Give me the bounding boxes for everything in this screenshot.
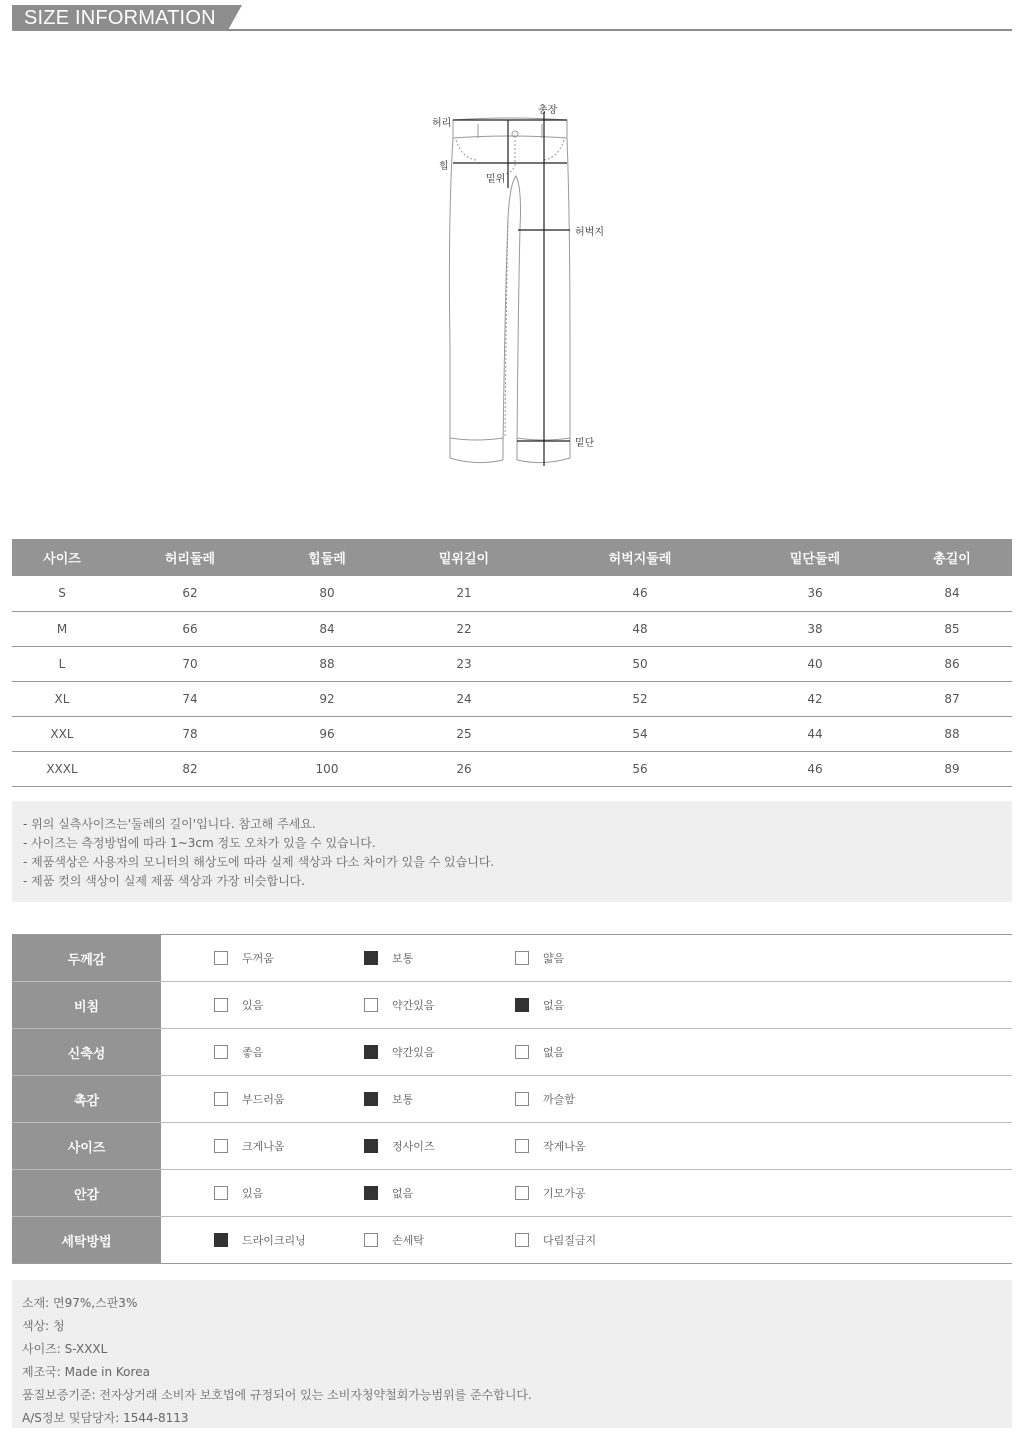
property-name: 두께감 — [12, 935, 161, 981]
property-name: 사이즈 — [12, 1123, 161, 1169]
table-row — [12, 646, 1012, 681]
option-label: 보통 — [392, 1093, 414, 1106]
pants-illustration — [420, 98, 620, 478]
option-label: 크게나옴 — [242, 1140, 285, 1153]
table-cell: 85 — [892, 611, 1012, 646]
option-label: 약간있음 — [392, 1046, 435, 1059]
option-label: 약간있음 — [392, 999, 435, 1012]
property-option — [364, 1123, 435, 1169]
table-row — [12, 576, 1012, 611]
property-name: 안감 — [12, 1170, 161, 1216]
property-option — [515, 1170, 586, 1216]
option-label: 없음 — [543, 999, 565, 1012]
pants-diagram — [420, 98, 620, 478]
table-cell: 74 — [112, 681, 268, 716]
checkbox-unchecked — [515, 1139, 529, 1153]
table-cell: 86 — [892, 646, 1012, 681]
property-option — [364, 1217, 424, 1263]
property-name: 신축성 — [12, 1029, 161, 1075]
checkbox-checked — [214, 1233, 228, 1247]
option-label: 있음 — [242, 999, 264, 1012]
notes-box — [12, 801, 1012, 902]
option-label: 정사이즈 — [392, 1140, 435, 1153]
property-option — [364, 982, 435, 1028]
table-row — [12, 681, 1012, 716]
info-line-as-contact: A/S정보 및담당자: 1544-8113 — [22, 1411, 189, 1425]
option-label: 없음 — [543, 1046, 565, 1059]
table-cell: 84 — [268, 611, 386, 646]
option-label: 다림질금지 — [543, 1234, 597, 1247]
option-label: 보통 — [392, 952, 414, 965]
option-label: 작게나옴 — [543, 1140, 586, 1153]
product-info-box — [12, 1280, 1012, 1428]
table-cell: 38 — [738, 611, 892, 646]
property-option — [515, 935, 564, 981]
checkbox-checked — [364, 1186, 378, 1200]
property-option — [364, 1076, 413, 1122]
checkbox-checked — [364, 1045, 378, 1059]
checkbox-unchecked — [214, 1186, 228, 1200]
col-header-total-length: 총길이 — [892, 539, 1012, 576]
table-cell: 24 — [386, 681, 542, 716]
col-header-hip: 힙둘레 — [268, 539, 386, 576]
table-cell: 50 — [542, 646, 738, 681]
table-cell: 66 — [112, 611, 268, 646]
table-cell: 70 — [112, 646, 268, 681]
table-cell: L — [12, 646, 112, 681]
table-cell: 21 — [386, 576, 542, 611]
checkbox-checked — [364, 1139, 378, 1153]
property-row-transparency — [12, 982, 1012, 1029]
checkbox-checked — [364, 1092, 378, 1106]
option-label: 두꺼움 — [242, 952, 274, 965]
table-cell: 89 — [892, 751, 1012, 786]
property-option — [515, 1123, 586, 1169]
option-label: 있음 — [242, 1187, 264, 1200]
checkbox-unchecked — [515, 1045, 529, 1059]
table-cell: S — [12, 576, 112, 611]
property-option — [214, 982, 263, 1028]
note-line: - 제품 컷의 색상이 실제 제품 색상과 가장 비슷합니다. — [23, 874, 306, 888]
table-cell: 82 — [112, 751, 268, 786]
option-label: 기모가공 — [543, 1187, 586, 1200]
diagram-label-total-length: 총장 — [538, 105, 558, 116]
checkbox-unchecked — [214, 998, 228, 1012]
property-option — [214, 1170, 263, 1216]
diagram-label-rise: 밑위 — [486, 174, 506, 185]
option-label: 드라이크리닝 — [242, 1234, 306, 1247]
col-header-thigh: 허벅지둘레 — [542, 539, 738, 576]
property-option — [214, 1123, 285, 1169]
option-label: 좋음 — [242, 1046, 264, 1059]
table-cell: 96 — [268, 716, 386, 751]
property-option — [214, 1029, 263, 1075]
table-row — [12, 716, 1012, 751]
table-cell: 23 — [386, 646, 542, 681]
table-cell: XXXL — [12, 751, 112, 786]
property-option — [364, 935, 413, 981]
table-cell: 22 — [386, 611, 542, 646]
table-cell: XXL — [12, 716, 112, 751]
checkbox-unchecked — [515, 1186, 529, 1200]
property-option — [515, 1217, 596, 1263]
note-line: - 위의 실측사이즈는'둘레의 길이'입니다. 참고해 주세요. — [23, 817, 316, 831]
checkbox-unchecked — [364, 998, 378, 1012]
property-option — [515, 1076, 575, 1122]
diagram-label-hip: 힙 — [439, 161, 449, 172]
table-cell: 84 — [892, 576, 1012, 611]
col-header-size: 사이즈 — [12, 539, 112, 576]
checkbox-checked — [515, 998, 529, 1012]
size-table-header — [12, 539, 1012, 576]
property-row-touch — [12, 1076, 1012, 1123]
property-option — [214, 935, 274, 981]
option-label: 까슬함 — [543, 1093, 575, 1106]
section-title-slant — [228, 5, 242, 30]
property-row-size — [12, 1123, 1012, 1170]
table-cell: 78 — [112, 716, 268, 751]
table-cell: 42 — [738, 681, 892, 716]
info-line-size: 사이즈: S-XXXL — [22, 1342, 108, 1356]
col-header-rise: 밑위길이 — [386, 539, 542, 576]
property-option — [515, 1029, 564, 1075]
property-row-thickness — [12, 935, 1012, 982]
table-cell: 36 — [738, 576, 892, 611]
table-cell: 54 — [542, 716, 738, 751]
checkbox-unchecked — [515, 1233, 529, 1247]
table-cell: XL — [12, 681, 112, 716]
table-cell: 88 — [268, 646, 386, 681]
diagram-label-thigh: 허벅지 — [575, 227, 604, 238]
checkbox-unchecked — [214, 1139, 228, 1153]
info-line-origin: 제조국: Made in Korea — [22, 1365, 150, 1379]
property-row-washing — [12, 1217, 1012, 1264]
table-cell: 25 — [386, 716, 542, 751]
diagram-label-hem: 밑단 — [575, 438, 595, 449]
section-header — [12, 5, 1012, 31]
table-cell: 87 — [892, 681, 1012, 716]
option-label: 손세탁 — [392, 1234, 424, 1247]
table-cell: 26 — [386, 751, 542, 786]
table-cell: 92 — [268, 681, 386, 716]
property-option — [214, 1217, 306, 1263]
table-cell: 40 — [738, 646, 892, 681]
info-line-material: 소재: 면97%,스판3% — [22, 1296, 138, 1310]
table-cell: 52 — [542, 681, 738, 716]
property-option — [364, 1170, 413, 1216]
checkbox-unchecked — [214, 1045, 228, 1059]
col-header-waist: 허리둘레 — [112, 539, 268, 576]
note-line: - 제품색상은 사용자의 모니터의 해상도에 따라 실제 색상과 다소 차이가 있을 수 있습니다. — [23, 855, 495, 869]
property-name: 촉감 — [12, 1076, 161, 1122]
diagram-label-waist: 허리 — [432, 118, 452, 129]
property-name: 비침 — [12, 982, 161, 1028]
option-label: 부드러움 — [242, 1093, 285, 1106]
section-divider — [12, 29, 1012, 31]
checkbox-checked — [364, 951, 378, 965]
property-row-elasticity — [12, 1029, 1012, 1076]
table-cell: 46 — [738, 751, 892, 786]
info-line-warranty: 품질보증기준: 전자상거래 소비자 보호법에 규정되어 있는 소비자청약철회가능범위를 준수합니다. — [22, 1388, 532, 1402]
checkbox-unchecked — [214, 951, 228, 965]
info-line-color: 색상: 청 — [22, 1319, 65, 1333]
table-cell: 62 — [112, 576, 268, 611]
table-cell: M — [12, 611, 112, 646]
option-label: 얇음 — [543, 952, 565, 965]
col-header-hem: 밑단둘레 — [738, 539, 892, 576]
table-row — [12, 751, 1012, 786]
table-row — [12, 611, 1012, 646]
size-table — [12, 539, 1012, 787]
table-cell: 56 — [542, 751, 738, 786]
property-option — [515, 982, 564, 1028]
table-cell: 48 — [542, 611, 738, 646]
table-cell: 44 — [738, 716, 892, 751]
option-label: 없음 — [392, 1187, 414, 1200]
properties-table — [12, 934, 1012, 1264]
property-option — [364, 1029, 435, 1075]
table-cell: 88 — [892, 716, 1012, 751]
table-cell: 46 — [542, 576, 738, 611]
table-cell: 80 — [268, 576, 386, 611]
property-option — [214, 1076, 285, 1122]
checkbox-unchecked — [214, 1092, 228, 1106]
property-name: 세탁방법 — [12, 1217, 161, 1263]
checkbox-unchecked — [364, 1233, 378, 1247]
checkbox-unchecked — [515, 951, 529, 965]
note-line: - 사이즈는 측정방법에 따라 1~3cm 정도 오차가 있을 수 있습니다. — [23, 836, 376, 850]
checkbox-unchecked — [515, 1092, 529, 1106]
property-row-lining — [12, 1170, 1012, 1217]
section-title: SIZE INFORMATION — [12, 5, 229, 30]
table-cell: 100 — [268, 751, 386, 786]
